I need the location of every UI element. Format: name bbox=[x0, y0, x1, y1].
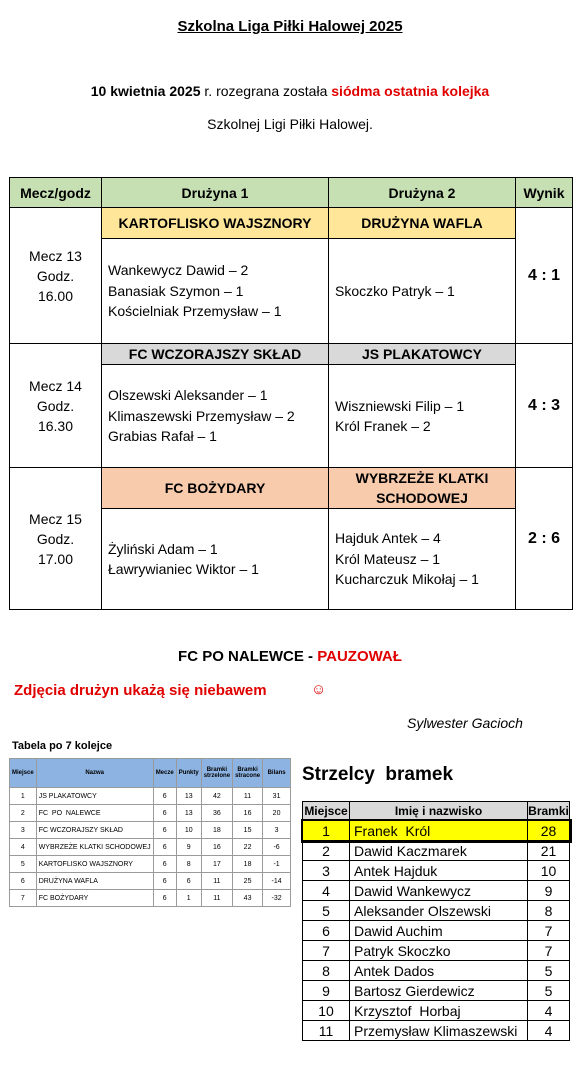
standings-cell: 3 bbox=[263, 822, 291, 839]
standings-cell: 42 bbox=[201, 788, 232, 805]
standings-cell: -14 bbox=[263, 873, 291, 890]
scorers-row bbox=[303, 941, 570, 961]
match-time: 17.00 bbox=[37, 550, 74, 567]
team-2-scorers bbox=[329, 239, 516, 344]
scorer-place: 6 bbox=[303, 921, 350, 941]
match-team-row bbox=[10, 208, 573, 239]
scorer-entry: Banasiak Szymon – 1 bbox=[108, 282, 244, 299]
photos-note: Zdjęcia drużyn ukażą się niebawem bbox=[14, 682, 267, 699]
scorer-place: 1 bbox=[303, 821, 350, 841]
match-time-label: Godz. bbox=[36, 530, 75, 547]
scorer-goals: 4 bbox=[528, 1001, 570, 1021]
standings-row bbox=[10, 822, 291, 839]
scorers-row bbox=[303, 1021, 570, 1041]
scorer-goals: 28 bbox=[528, 821, 570, 841]
scorer-name: Przemysław Klimaszewski bbox=[350, 1021, 528, 1041]
scorer-place: 2 bbox=[303, 841, 350, 861]
matches-header-row bbox=[10, 178, 573, 208]
scorers-header-row bbox=[303, 802, 570, 821]
team-1-name: FC BOŻYDARY bbox=[102, 468, 329, 509]
scorers-row bbox=[303, 981, 570, 1001]
scorers-row bbox=[303, 821, 570, 841]
team-1-name: FC WCZORAJSZY SKŁAD bbox=[102, 344, 329, 365]
scorers-row bbox=[303, 921, 570, 941]
match-team-row bbox=[10, 468, 573, 509]
match-time: 16.00 bbox=[37, 287, 74, 304]
scorer-goals: 5 bbox=[528, 961, 570, 981]
scorer-entry: Skoczko Patryk – 1 bbox=[335, 282, 455, 299]
standings-cell: 18 bbox=[233, 856, 263, 873]
match-number: Mecz 15 bbox=[29, 510, 82, 527]
standings-cell: 8 bbox=[176, 856, 201, 873]
standings-row bbox=[10, 856, 291, 873]
scorer-entry: Wankewycz Dawid – 2 bbox=[108, 262, 249, 279]
team-1-scorers bbox=[102, 509, 329, 610]
team-1-scorers bbox=[102, 239, 329, 344]
standings-table bbox=[9, 758, 291, 907]
scorers-row bbox=[303, 1001, 570, 1021]
scorer-entry: Kucharczuk Mikołaj – 1 bbox=[335, 571, 479, 588]
scorers-table bbox=[302, 801, 570, 1041]
standings-row bbox=[10, 873, 291, 890]
match-score: 4 : 1 bbox=[516, 208, 573, 344]
standings-cell: 1 bbox=[10, 788, 37, 805]
standings-cell: 5 bbox=[10, 856, 37, 873]
scorer-place: 9 bbox=[303, 981, 350, 1001]
standings-header-row bbox=[10, 759, 291, 788]
match-time-label: Godz. bbox=[36, 267, 75, 284]
header-team-1: Drużyna 1 bbox=[102, 178, 329, 208]
standings-team-name: KARTOFLISKO WAJSZNORY bbox=[36, 856, 153, 873]
scorer-name: Dawid Kaczmarek bbox=[350, 841, 528, 861]
intro-middle: r. rozegrana została bbox=[200, 83, 332, 99]
match-score: 2 : 6 bbox=[516, 468, 573, 610]
standings-team-name: FC BOŻYDARY bbox=[36, 890, 153, 907]
match-team-row bbox=[10, 344, 573, 365]
standings-row bbox=[10, 839, 291, 856]
match-number: Mecz 14 bbox=[29, 377, 82, 394]
scorer-place: 11 bbox=[303, 1021, 350, 1041]
standings-cell: 1 bbox=[176, 890, 201, 907]
standings-cell: 6 bbox=[10, 873, 37, 890]
standings-cell: 11 bbox=[233, 788, 263, 805]
author-signature: Sylwester Gacioch bbox=[407, 715, 523, 731]
standings-cell: 13 bbox=[176, 788, 201, 805]
standings-header-cell: Miejsce bbox=[10, 759, 37, 788]
standings-cell: 2 bbox=[10, 805, 37, 822]
standings-cell: -32 bbox=[263, 890, 291, 907]
standings-cell: 10 bbox=[176, 822, 201, 839]
standings-team-name: WYBRZEŻE KLATKI SCHODOWEJ bbox=[36, 839, 153, 856]
scorer-entry: Żyliński Adam – 1 bbox=[108, 540, 218, 557]
match-time-label: Godz. bbox=[36, 397, 75, 414]
intro-highlight: siódma ostatnia kolejka bbox=[331, 83, 490, 99]
standings-cell: 31 bbox=[263, 788, 291, 805]
scorer-place: 8 bbox=[303, 961, 350, 981]
standings-header-cell: Bramki strzelone bbox=[201, 759, 232, 788]
standings-cell: 3 bbox=[10, 822, 37, 839]
standings-header-cell: Bramki stracone bbox=[233, 759, 263, 788]
scorer-place: 10 bbox=[303, 1001, 350, 1021]
scorer-entry: Kościelniak Przemysław – 1 bbox=[108, 303, 282, 320]
match-score: 4 : 3 bbox=[516, 344, 573, 468]
standings-cell: 16 bbox=[233, 805, 263, 822]
standings-cell: 18 bbox=[201, 822, 232, 839]
scorer-name: Aleksander Olszewski bbox=[350, 901, 528, 921]
scorer-place: 5 bbox=[303, 901, 350, 921]
scorer-goals: 8 bbox=[528, 901, 570, 921]
standings-cell: 20 bbox=[263, 805, 291, 822]
scorer-entry: Król Mateusz – 1 bbox=[335, 550, 441, 567]
team-2-name: DRUŻYNA WAFLA bbox=[329, 208, 516, 239]
standings-cell: 11 bbox=[201, 890, 232, 907]
standings-cell: 9 bbox=[176, 839, 201, 856]
scorers-header-cell: Imię i nazwisko bbox=[350, 802, 528, 821]
scorer-place: 7 bbox=[303, 941, 350, 961]
scorer-name: Bartosz Gierdewicz bbox=[350, 981, 528, 1001]
smiley-icon: ☺ bbox=[311, 681, 327, 698]
scorer-goals: 7 bbox=[528, 941, 570, 961]
intro-date: 10 kwietnia 2025 bbox=[90, 83, 201, 99]
standings-cell: 6 bbox=[153, 788, 176, 805]
scorer-goals: 10 bbox=[528, 861, 570, 881]
scorers-row bbox=[303, 901, 570, 921]
standings-cell: 6 bbox=[176, 873, 201, 890]
scorers-header-cell: Miejsce bbox=[303, 802, 350, 821]
match-time-cell bbox=[10, 208, 102, 344]
standings-cell: 36 bbox=[201, 805, 232, 822]
scorer-goals: 21 bbox=[528, 841, 570, 861]
standings-cell: 25 bbox=[233, 873, 263, 890]
scorer-entry: Klimaszewski Przemysław – 2 bbox=[108, 407, 295, 424]
scorers-title: Strzelcy bramek bbox=[302, 764, 454, 785]
standings-header-cell: Mecze bbox=[153, 759, 176, 788]
match-time-cell bbox=[10, 468, 102, 610]
scorers-row bbox=[303, 841, 570, 861]
team-2-name: WYBRZEŻE KLATKI SCHODOWEJ bbox=[329, 468, 516, 509]
intro-line-2: Szkolnej Ligi Piłki Halowej. bbox=[207, 116, 373, 132]
scorer-name: Dawid Auchim bbox=[350, 921, 528, 941]
team-2-name: JS PLAKATOWCY bbox=[329, 344, 516, 365]
standings-cell: 6 bbox=[153, 873, 176, 890]
header-match-time: Mecz/godz bbox=[10, 178, 102, 208]
scorer-entry: Hajduk Antek – 4 bbox=[335, 530, 441, 547]
scorer-entry: Wiszniewski Filip – 1 bbox=[335, 397, 465, 414]
standings-team-name: JS PLAKATOWCY bbox=[36, 788, 153, 805]
standings-team-name: DRUŻYNA WAFLA bbox=[36, 873, 153, 890]
standings-header-cell: Punkty bbox=[176, 759, 201, 788]
scorer-entry: Grabias Rafał – 1 bbox=[108, 428, 217, 445]
scorer-goals: 4 bbox=[528, 1021, 570, 1041]
scorer-name: Franek Król bbox=[350, 821, 528, 841]
standings-cell: 15 bbox=[233, 822, 263, 839]
scorers-row bbox=[303, 861, 570, 881]
standings-cell: 43 bbox=[233, 890, 263, 907]
scorers-row bbox=[303, 881, 570, 901]
standings-row bbox=[10, 805, 291, 822]
match-time-cell bbox=[10, 344, 102, 468]
scorer-name: Patryk Skoczko bbox=[350, 941, 528, 961]
match-time: 16.30 bbox=[37, 417, 74, 434]
scorer-place: 3 bbox=[303, 861, 350, 881]
standings-team-name: FC PO NALEWCE bbox=[36, 805, 153, 822]
scorers-row bbox=[303, 961, 570, 981]
page-title: Szkolna Liga Piłki Halowej 2025 bbox=[177, 18, 403, 35]
standings-cell: 22 bbox=[233, 839, 263, 856]
standings-cell: 6 bbox=[153, 839, 176, 856]
pause-note bbox=[0, 648, 580, 665]
standings-title: Tabela po 7 kolejce bbox=[12, 740, 113, 752]
scorer-goals: 5 bbox=[528, 981, 570, 1001]
standings-cell: -6 bbox=[263, 839, 291, 856]
scorer-goals: 9 bbox=[528, 881, 570, 901]
header-score: Wynik bbox=[516, 178, 573, 208]
scorer-entry: Olszewski Aleksander – 1 bbox=[108, 387, 268, 404]
standings-cell: -1 bbox=[263, 856, 291, 873]
standings-team-name: FC WCZORAJSZY SKŁAD bbox=[36, 822, 153, 839]
standings-cell: 6 bbox=[153, 890, 176, 907]
scorer-name: Dawid Wankewycz bbox=[350, 881, 528, 901]
team-2-scorers bbox=[329, 365, 516, 468]
standings-cell: 6 bbox=[153, 805, 176, 822]
scorer-goals: 7 bbox=[528, 921, 570, 941]
standings-cell: 7 bbox=[10, 890, 37, 907]
scorers-header-cell: Bramki bbox=[528, 802, 570, 821]
standings-header-cell: Nazwa bbox=[36, 759, 153, 788]
team-1-name: KARTOFLISKO WAJSZNORY bbox=[102, 208, 329, 239]
scorer-entry: Król Franek – 2 bbox=[335, 418, 431, 434]
intro-line bbox=[0, 83, 580, 99]
standings-row bbox=[10, 890, 291, 907]
standings-cell: 6 bbox=[153, 856, 176, 873]
scorer-name: Krzysztof Horbaj bbox=[350, 1001, 528, 1021]
standings-cell: 16 bbox=[201, 839, 232, 856]
pause-team: FC PO NALEWCE - bbox=[178, 648, 318, 665]
scorer-name: Antek Dados bbox=[350, 961, 528, 981]
team-1-scorers bbox=[102, 365, 329, 468]
match-number: Mecz 13 bbox=[29, 247, 82, 264]
standings-cell: 13 bbox=[176, 805, 201, 822]
standings-cell: 17 bbox=[201, 856, 232, 873]
pause-status: PAUZOWAŁ bbox=[317, 648, 402, 665]
scorer-place: 4 bbox=[303, 881, 350, 901]
standings-cell: 6 bbox=[153, 822, 176, 839]
standings-header-cell: Bilans bbox=[263, 759, 291, 788]
standings-cell: 4 bbox=[10, 839, 37, 856]
matches-table bbox=[9, 177, 573, 610]
team-2-scorers bbox=[329, 509, 516, 610]
header-team-2: Drużyna 2 bbox=[329, 178, 516, 208]
scorer-name: Antek Hajduk bbox=[350, 861, 528, 881]
standings-cell: 11 bbox=[201, 873, 232, 890]
standings-row bbox=[10, 788, 291, 805]
scorer-entry: Ławrywianiec Wiktor – 1 bbox=[108, 561, 259, 577]
